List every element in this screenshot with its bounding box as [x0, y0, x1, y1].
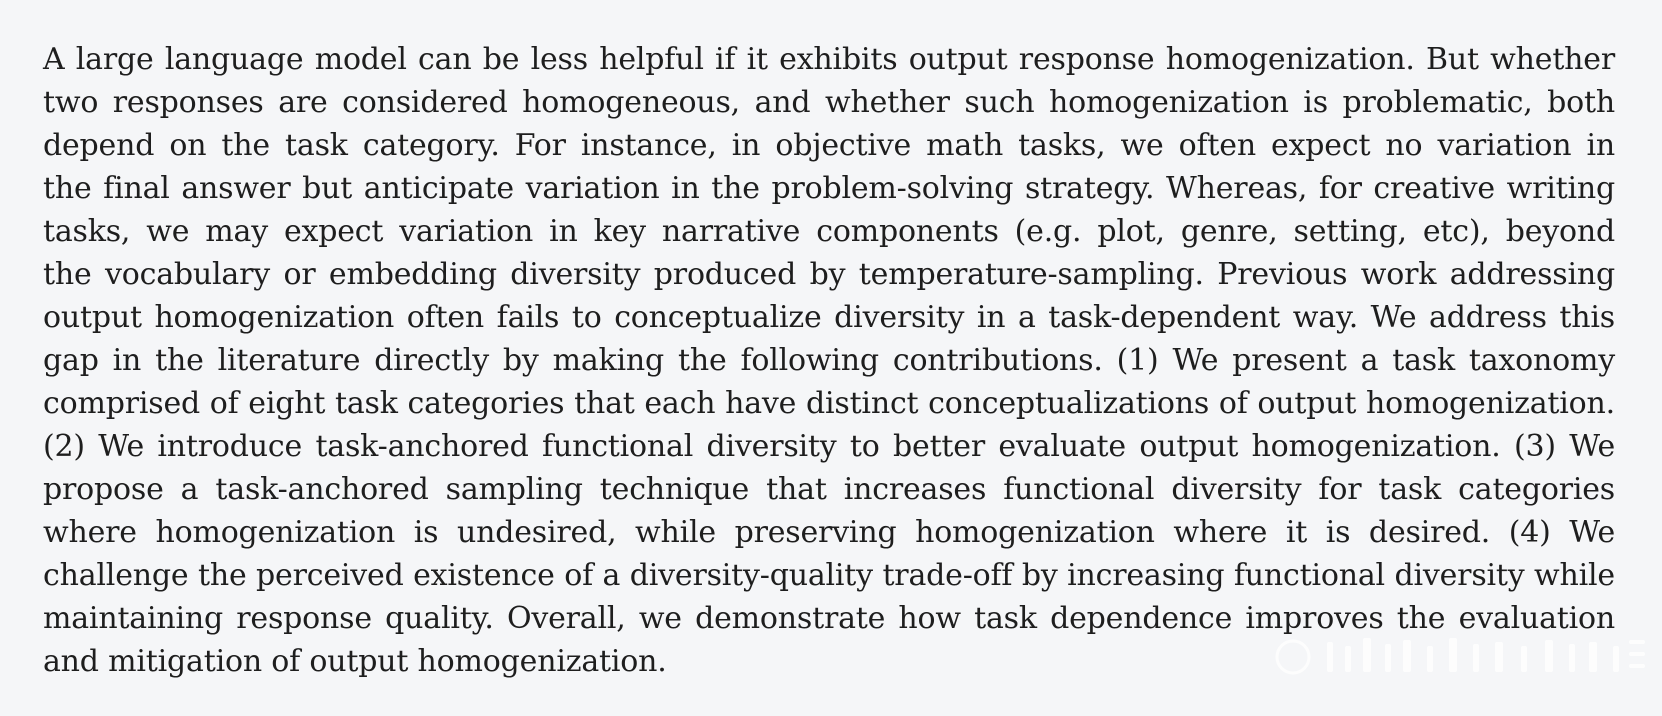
abstract-line: tasks, we may expect variation in key narrative components (e.g. plot, genre, setting, etc), beyond	[43, 214, 1615, 249]
abstract-line: challenge the perceived existence of a diversity-quality trade-off by increasing functional diversity while	[43, 558, 1615, 593]
abstract-line: gap in the literature directly by making the following contributions. (1) We present a task taxonomy	[43, 343, 1615, 378]
abstract-line: the vocabulary or embedding diversity produced by temperature-sampling. Previous work addressing	[43, 257, 1615, 292]
abstract-line: depend on the task category. For instance, in objective math tasks, we often expect no variation in	[43, 128, 1615, 163]
abstract-line: maintaining response quality. Overall, we demonstrate how task dependence improves the evaluation	[43, 601, 1615, 636]
abstract-line: the final answer but anticipate variation in the problem-solving strategy. Whereas, for creative writing	[43, 171, 1615, 206]
abstract-line: A large language model can be less helpful if it exhibits output response homogenization. But whether	[43, 42, 1615, 77]
abstract-paragraph	[43, 38, 1615, 683]
watermark-logo	[1267, 632, 1652, 682]
abstract-line: (2) We introduce task-anchored functional diversity to better evaluate output homogenization. (3) We	[43, 429, 1615, 464]
abstract-line: and mitigation of output homogenization.	[43, 644, 667, 679]
abstract-line: where homogenization is undesired, while preserving homogenization where it is desired. (4) We	[43, 515, 1615, 550]
abstract-line: propose a task-anchored sampling technique that increases functional diversity for task categories	[43, 472, 1615, 507]
abstract-line: comprised of eight task categories that each have distinct conceptualizations of output homogenization.	[43, 386, 1615, 421]
abstract-line: two responses are considered homogeneous, and whether such homogenization is problematic, both	[43, 85, 1615, 120]
abstract-line: output homogenization often fails to conceptualize diversity in a task-dependent way. We address this	[43, 300, 1615, 335]
